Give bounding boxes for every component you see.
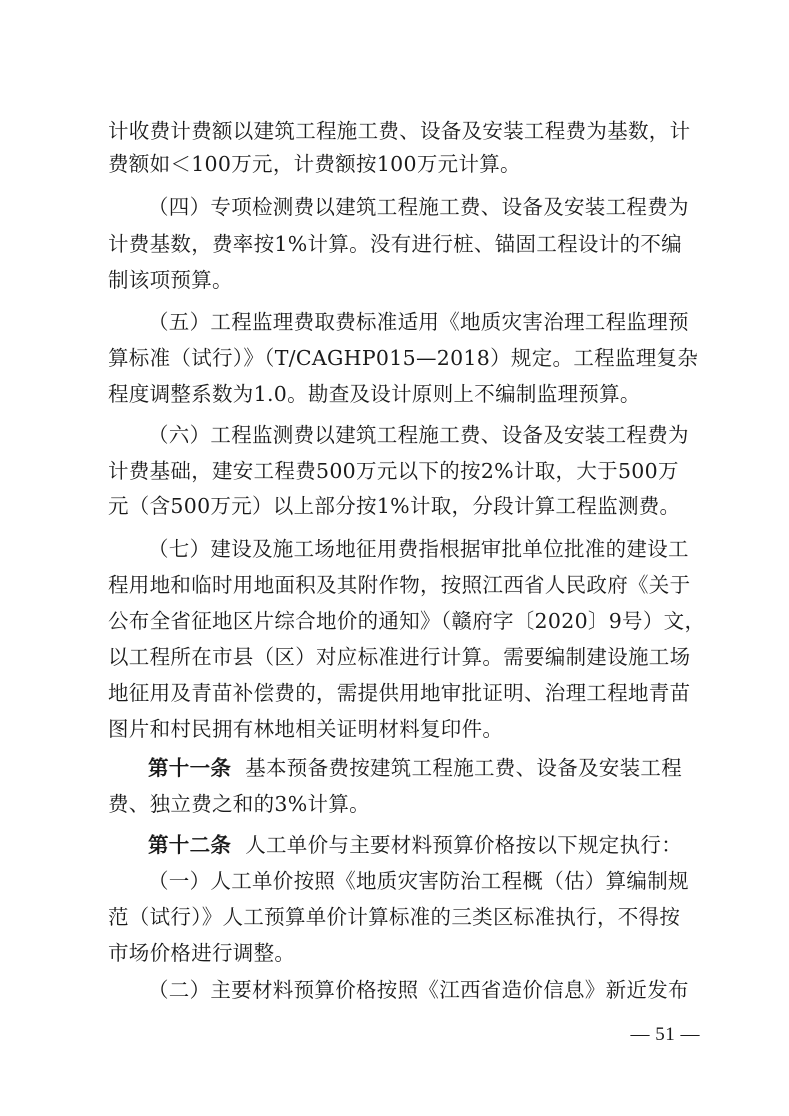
text-line [0,227,789,261]
text-line [0,676,789,710]
line-text: 算标准（试行）》（T/CAGHP015—2018）规定。工程监理复杂 [108,346,699,370]
text-line [0,114,789,148]
page-number: — 51 — [630,1024,700,1045]
line-text: （七）建设及施工场地征用费指根据审批单位批准的建设工 [148,537,689,561]
text-line [0,305,789,339]
article-heading: 第十二条 [148,833,232,857]
text-line [0,341,789,375]
text-line [0,454,789,488]
text-line [0,864,789,898]
text-line [0,190,789,224]
line-text: （二）主要材料预算价格按照《江西省造价信息》新近发布 [148,978,689,1002]
line-text: 元（含500万元）以上部分按1%计取，分段计算工程监测费。 [108,494,681,518]
line-text: 范（试行）》人工预算单价计算标准的三类区标准执行，不得按 [108,905,681,929]
line-text: 地征用及青苗补偿费的，需提供用地审批证明、治理工程地青苗 [108,681,691,705]
line-text: 费额如＜100万元，计费额按100万元计算。 [108,152,521,176]
line-text: 图片和村民拥有林地相关证明材料复印件。 [108,717,504,741]
article-heading: 第十一条 [148,756,232,780]
line-text: 费、独立费之和的3%计算。 [108,792,370,816]
line-text: 计收费计费额以建筑工程施工费、设备及安装工程费为基数，计 [108,119,691,143]
line-text: 基本预备费按建筑工程施工费、设备及安装工程 [245,756,683,780]
line-text: 计费基数，费率按1%计算。没有进行桩、锚固工程设计的不编 [108,232,682,256]
line-text: 以工程所在市县（区）对应标准进行计算。需要编制建设施工场 [108,645,691,669]
text-line [0,973,789,1007]
text-line [0,640,789,674]
text-line [0,532,789,566]
line-text: 人工单价与主要材料预算价格按以下规定执行： [245,833,683,857]
line-text: （五）工程监理费取费标准适用《地质灾害治理工程监理预 [148,310,689,334]
article-line [0,828,789,862]
text-line [0,568,789,602]
line-text: （一）人工单价按照《地质灾害防治工程概（估）算编制规 [148,869,689,893]
text-line [0,489,789,523]
line-text: 市场价格进行调整。 [108,941,296,965]
text-line [0,936,789,970]
text-line [0,418,789,452]
text-line [0,147,789,181]
text-line [0,900,789,934]
line-text: （六）工程监测费以建筑工程施工费、设备及安装工程费为 [148,423,689,447]
text-line [0,377,789,411]
line-text: 计费基础，建安工程费500万元以下的按2%计取，大于500万 [108,459,679,483]
line-text: （四）专项检测费以建筑工程施工费、设备及安装工程费为 [148,195,689,219]
text-line [0,787,789,821]
text-line [0,712,789,746]
line-text: 程度调整系数为1.0。勘查及设计原则上不编制监理预算。 [108,382,641,406]
text-line [0,604,789,638]
text-line [0,263,789,297]
article-line [0,751,789,785]
line-text: 制该项预算。 [108,268,233,292]
line-text: 公布全省征地区片综合地价的通知》（赣府字〔2020〕9号）文， [108,609,706,633]
line-text: 程用地和临时用地面积及其附作物，按照江西省人民政府《关于 [108,573,691,597]
